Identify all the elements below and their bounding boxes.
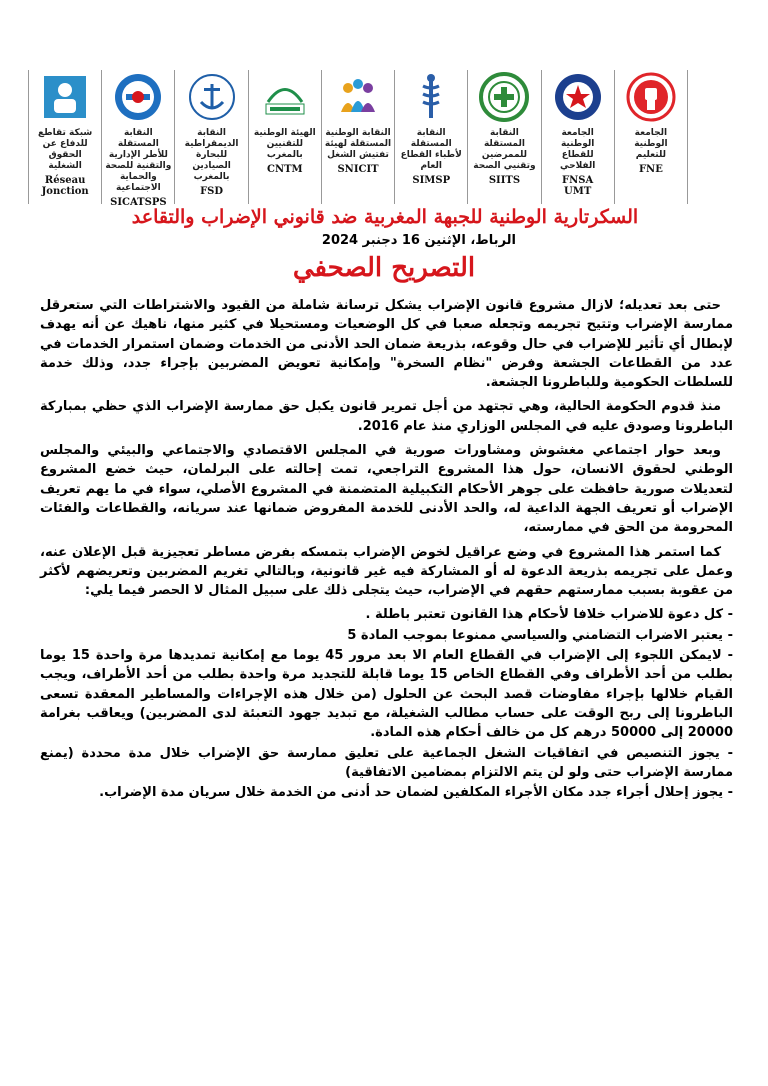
nurses-green-logo [479,72,529,122]
logo-abbr: FSD [200,186,224,197]
logo-name: النقابة الديمقراطية للبحارة الصيادين بالمغرب [184,128,239,182]
umt-star-logo [553,72,603,122]
logo-abbr: FNSA UMT [562,175,594,197]
jonction-network-logo [40,72,90,122]
logo-cell-snicit [321,70,394,204]
logo-cell-cntm [248,70,321,204]
list-item: - يعتبر الاضراب التضامني والسياسي ممنوعا بموجب المادة 5 [40,626,733,645]
list-item: - يجوز التنصيص في اتفاقيات الشغل الجماعية على تعليق ممارسة حق الإضراب خلال مدة محددة (يمنع ممارسة الإضراب حتى ولو لن يتم الالتزام بمضامين الاتفاقية) [40,744,733,783]
logo-name: الجامعة الوطنية للقطاع الفلاحي [559,128,596,171]
press-release-body [40,296,733,803]
logo-cell-sicatsps [101,70,174,208]
logo-name: النقابة المستقلة للممرضين وتقنيي الصحة [473,128,536,171]
press-release-title: التصريح الصحفي [292,253,476,283]
list-item: - لايمكن اللجوء إلى الإضراب في القطاع العام الا بعد مرور 45 يوما مع إمكانية تمديدها مرة واحدة 15 يوما بطلب من أحد الأطراف وفي القطاع الخاص 15 يوما قابلة للتجديد مرة واحدة بطلب من أحد الأطراف، ويجب القيام خلالها بإجراء مفاوضات قصد البحث عن الحلول (من خلال هذه الإجراءات والمساطير المعقدة تسعى الباطرونا إلى ربح الوقت على حساب مطالب الشغيلة، مع تبديد جهود التعبئة لدى المضربين) ويعاقب بغرامة 20000 إلى 50000 درهم كل من خالف أحكام هذه المادة. [40,646,733,742]
logo-cell-fsd [174,70,247,204]
logo-cell-jonction [28,70,101,204]
logo-cell-siits [467,70,540,204]
cntm-logo [260,72,310,122]
document-title: السكرتارية الوطنية للجبهة المغربية ضد قانوني الإضراب والتقاعد [131,206,639,228]
paragraph: حتى بعد تعديله؛ لازال مشروع قانون الإضراب يشكل ترسانة شاملة من القيود والاشتراطات التي ستعرقل ممارسة الإضراب وتتيح تجريمه وتجعله صعبا في كل الوضعيات ومستحيلا في كثير منها، ناهيك عن أنه يهدف لإبطال أي تأثير للإضراب في حال وقوعه، بذريعة ضمان الحد الأدنى من الخدمات وضمان استمرار الخدمات في عدد من القطاعات الجشعة وفرض "نظام السخرة" وإمكانية تعويض المضربين بإجراء جدد، وذلك خدمة للسلطات الحكومية وللباطرونا الجشعة. [40,298,733,391]
sicatsps-blue-logo [113,72,163,122]
caduceus-logo [406,72,456,122]
date-line: الرباط، الإثنين 16 دجنبر 2024 [321,233,516,248]
union-logos-strip [28,70,688,208]
logo-abbr: CNTM [266,164,303,175]
logo-cell-fne [614,70,688,204]
logo-name: النقابة المستقلة لأطباء القطاع العام [400,128,462,171]
logo-name: الهيئة الوطنية للتقنيين بالمغرب [253,128,316,160]
logo-abbr: SNICIT [337,164,379,175]
logo-name: الجامعة الوطنية للتعليم [634,128,668,160]
fist-red-circle-logo [626,72,676,122]
logo-abbr: SICATSPS [110,197,167,208]
logo-name: النقابة الوطنية المستقلة لهيئة تفتيش الشغل [324,128,392,160]
paragraph: وبعد حوار اجتماعي مغشوش ومشاورات صورية في المجلس الاقتصادي والاجتماعي والبيئي والمجلس الوطني لحقوق الانسان، حول هذا المشروع التراجعي، تمت إحالته على البرلمان، حيث خضع المشروع لتعديلات صورية حافظت على جوهر الأحكام التكبيلية المتضمنة في المشروع الأصلي، سواء في ما يهم تعريف الإضراب أو تعريف الجهة الداعية له، والحد الأدنى للخدمة المفروض ضمانها عند سريانه، والقطاعات والفئات المحرومة من الحق في ممارسته، [40,443,733,536]
logo-abbr: SIITS [488,175,521,186]
list-item: - كل دعوة للاضراب خلافا لأحكام هذا القانون تعتبر باطلة . [40,605,733,624]
list-item: - يجوز إحلال أجراء جدد مكان الأجراء المكلفين لضمان حد أدنى من الخدمة خلال سريان مدة الإضراب. [40,783,733,802]
paragraph: كما استمر هذا المشروع في وضع عراقيل لخوض الإضراب بتمسكه بفرض مساطر تعجيزية قبل الإعلان عنه، وعمل على تجريمه بذريعة الدعوة له أو المشاركة فيه غير قانونية، وبالتالي تغريم المضربين وتعريضهم لأكثر من عقوبة بسبب ممارستهم حقهم في الإضراب، حيث يتجلى ذلك على سبيل المثال لا الحصر فيما يلي: [40,544,733,599]
logo-abbr: Réseau Jonction [41,175,89,197]
logo-abbr: SIMSP [412,175,451,186]
fishermen-anchor-logo [187,72,237,122]
provisions-list [40,605,733,802]
logo-name: شبكة تقاطع للدفاع عن الحقوق الشغلية [38,128,93,171]
logo-cell-fnsa [541,70,614,204]
logo-name: النقابة المستقلة للأطر الإدارية والتقنية للصحة والحماية الاجتماعية [105,128,172,193]
logo-cell-simsp [394,70,467,204]
logo-abbr: FNE [638,164,663,175]
people-colorful-logo [333,72,383,122]
paragraph: منذ قدوم الحكومة الحالية، وهي تجتهد من أجل تمرير قانون يكبل حق ممارسة الإضراب الذي حظي بمباركة الباطرونا وصودق عليه في المجلس الوزاري منذ عام 2016. [40,399,733,434]
